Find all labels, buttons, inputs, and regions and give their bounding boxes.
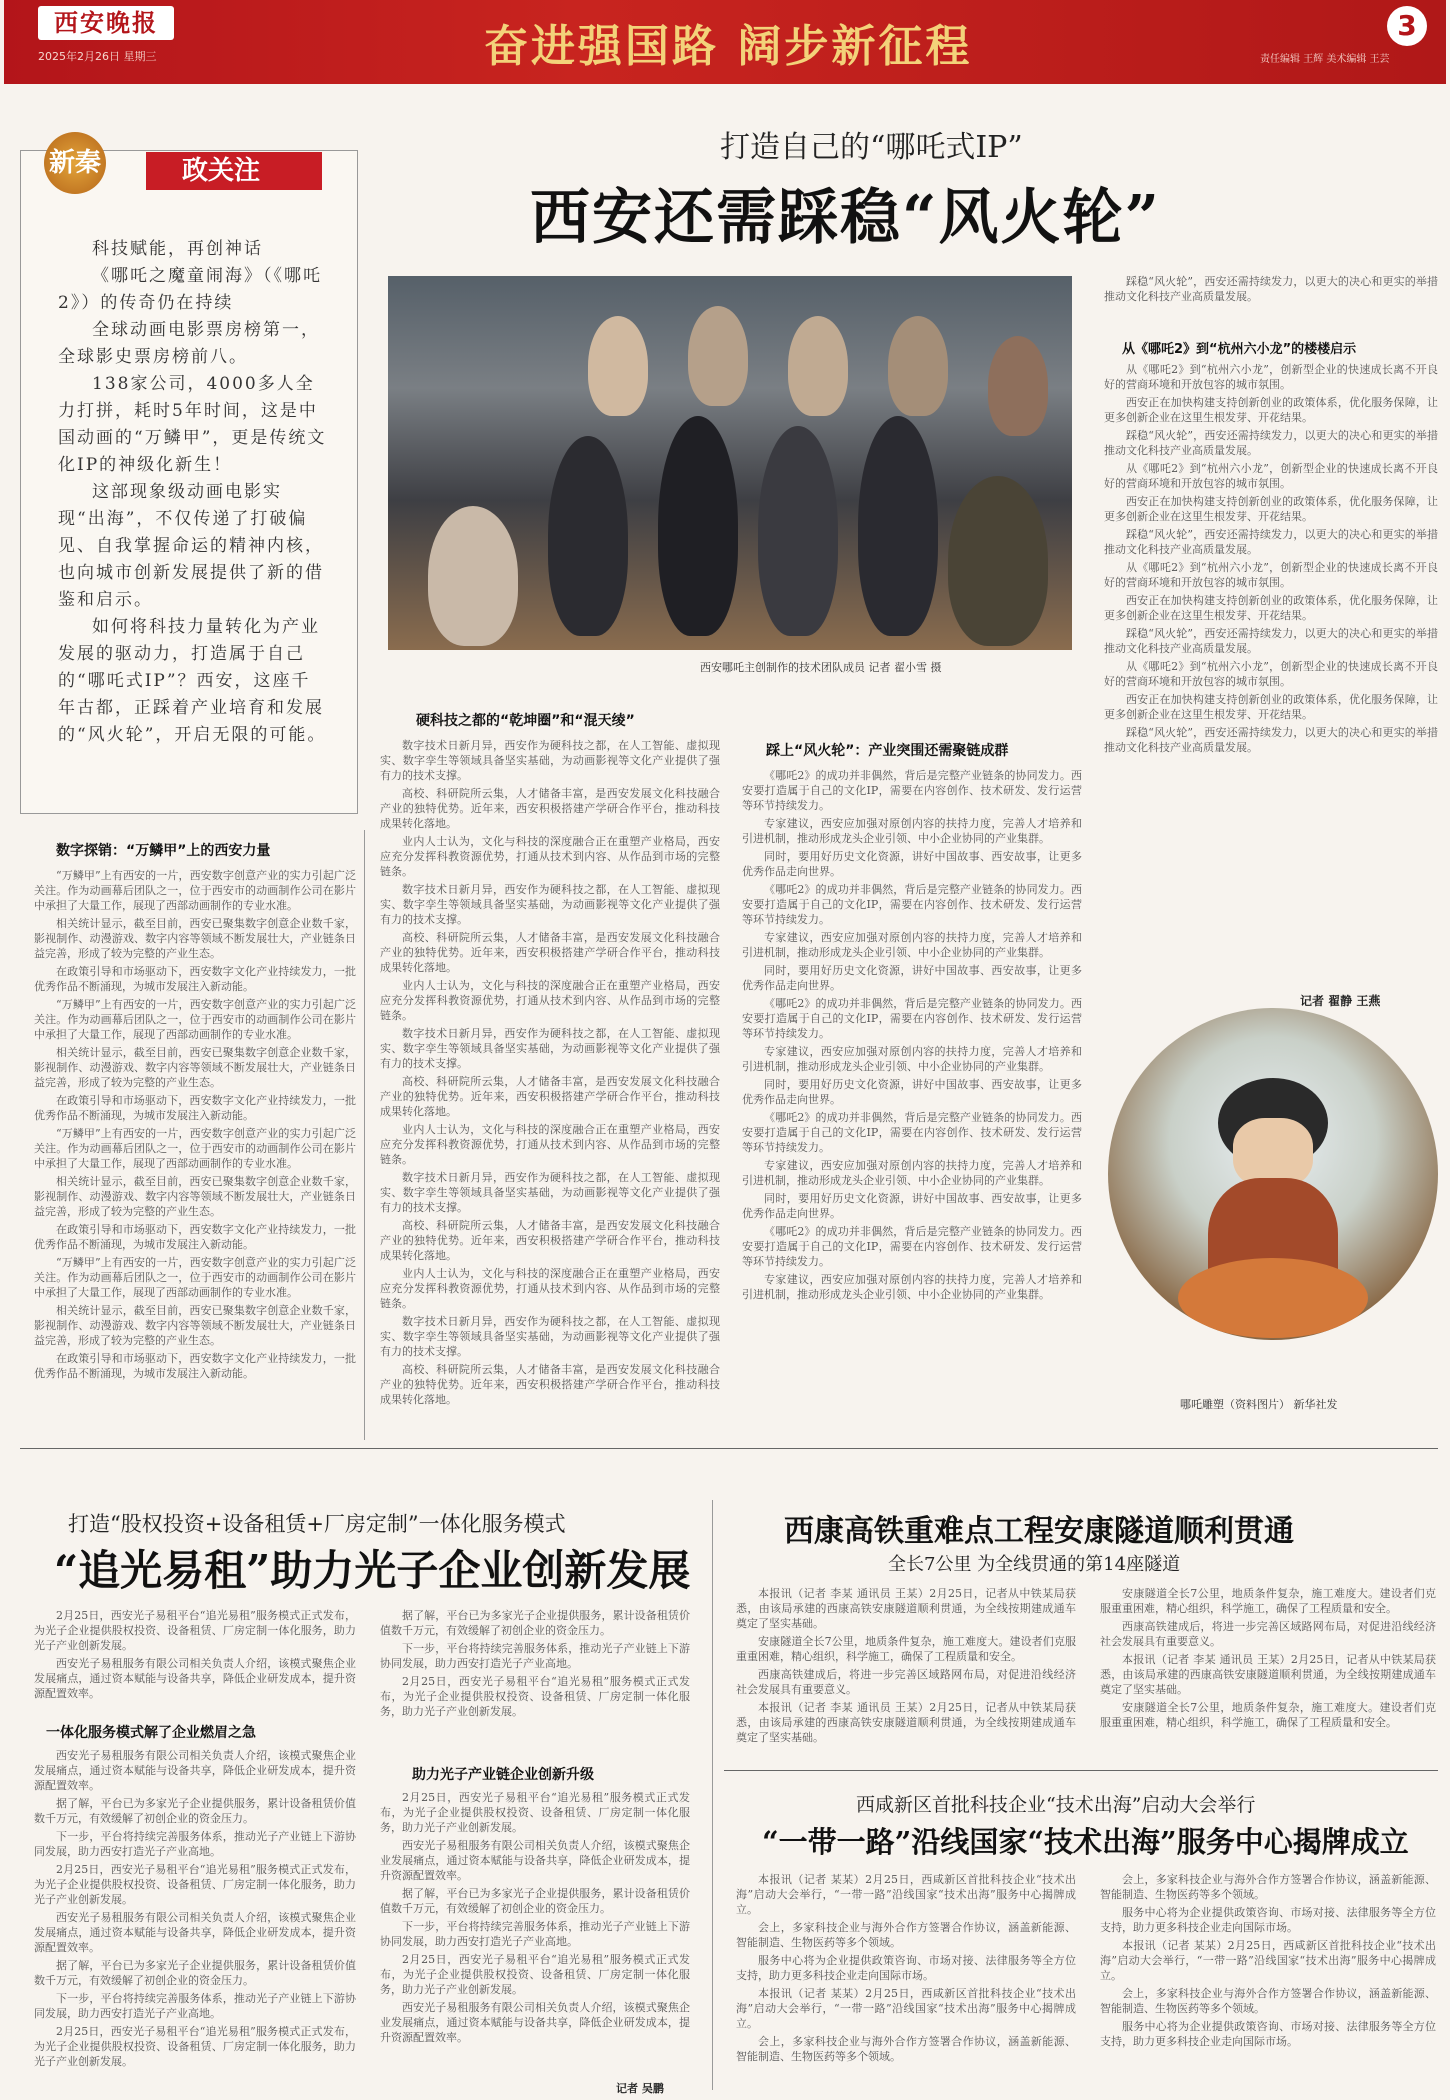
body-paragraph: 2月25日，西安光子易租平台“追光易租”服务模式正式发布，为光子企业提供股权投资、设备租赁、厂房定制一体化服务，助力光子产业创新发展。 xyxy=(34,1609,356,1652)
body-paragraph: 西安光子易租服务有限公司相关负责人介绍，该模式聚焦企业发展痛点，通过资本赋能与设备共享，降低企业研发成本，提升资源配置效率。 xyxy=(34,1657,356,1700)
masthead xyxy=(4,0,1446,84)
section-body xyxy=(34,868,356,1438)
body-paragraph: “万鳞甲”上有西安的一片，西安数字创意产业的实力引起广泛关注。作为动画幕后团队之一，位于西安市的动画制作公司在影片中承担了大量工作，展现了西部动画制作的专业水准。 xyxy=(34,1256,356,1299)
column-seal: 新秦 xyxy=(44,132,106,194)
section-body xyxy=(742,768,1082,1438)
section-divider xyxy=(724,1770,1438,1771)
section-title: 踩上“风火轮”：产业突围还需聚链成群 xyxy=(766,743,1009,759)
body-paragraph: 从《哪吒2》到“杭州六小龙”，创新型企业的快速成长离不开良好的营商环境和开放包容的城市氛围。 xyxy=(1104,561,1438,589)
body-paragraph: 会上，多家科技企业与海外合作方签署合作协议，涵盖新能源、智能制造、生物医药等多个领域。 xyxy=(1100,1987,1436,2015)
article3-subtitle: 全长7公里 为全线贯通的第14座隧道 xyxy=(888,1554,1181,1575)
body-paragraph: 2月25日，西安光子易租平台“追光易租”服务模式正式发布，为光子企业提供股权投资、设备租赁、厂房定制一体化服务，助力光子产业创新发展。 xyxy=(380,1791,690,1834)
commentary-paragraph: 如何将科技力量转化为产业发展的驱动力，打造属于自己的“哪吒式IP”？西安，这座千年古都，正踩着产业培育和发展的“风火轮”，开启无限的可能。 xyxy=(58,617,327,745)
article4-kicker: 西咸新区首批科技企业“技术出海”启动大会举行 xyxy=(856,1794,1256,1816)
body-paragraph: 据了解，平台已为多家光子企业提供服务，累计设备租赁价值数千万元，有效缓解了初创企业的资金压力。 xyxy=(380,1609,690,1637)
body-paragraph: 下一步，平台将持续完善服务体系，推动光子产业链上下游协同发展，助力西安打造光子产业高地。 xyxy=(380,1642,690,1670)
body-paragraph: 踩稳“风火轮”，西安还需持续发力，以更大的决心和更实的举措推动文化科技产业高质量发展。 xyxy=(1104,429,1438,457)
lead-kicker: 打造自己的“哪吒式IP” xyxy=(720,130,1023,165)
body-paragraph: 《哪吒2》的成功并非偶然，背后是完整产业链条的协同发力。西安要打造属于自己的文化IP，需要在内容创作、技术研发、发行运营等环节持续发力。 xyxy=(742,997,1082,1040)
body-paragraph: 高校、科研院所云集，人才储备丰富，是西安发展文化科技融合产业的独特优势。近年来，西安积极搭建产学研合作平台，推动科技成果转化落地。 xyxy=(380,1219,720,1262)
body-paragraph: 数字技术日新月异，西安作为硬科技之都，在人工智能、虚拟现实、数字孪生等领域具备坚实基础，为动画影视等文化产业提供了强有力的技术支撑。 xyxy=(380,1027,720,1070)
body-paragraph: 服务中心将为企业提供政策咨询、市场对接、法律服务等全方位支持，助力更多科技企业走向国际市场。 xyxy=(1100,1906,1436,1934)
article2-body xyxy=(380,1608,690,1758)
body-paragraph: 踩稳“风火轮”，西安还需持续发力，以更大的决心和更实的举措推动文化科技产业高质量发展。 xyxy=(1104,275,1438,303)
body-paragraph: 西康高铁建成后，将进一步完善区域路网布局，对促进沿线经济社会发展具有重要意义。 xyxy=(736,1668,1076,1696)
body-paragraph: 在政策引导和市场驱动下，西安数字文化产业持续发力，一批优秀作品不断涌现，为城市发展注入新动能。 xyxy=(34,1352,356,1380)
body-paragraph: 同时，要用好历史文化资源，讲好中国故事、西安故事，让更多优秀作品走向世界。 xyxy=(742,850,1082,878)
article3-body xyxy=(736,1586,1076,1756)
body-paragraph: 会上，多家科技企业与海外合作方签署合作协议，涵盖新能源、智能制造、生物医药等多个领域。 xyxy=(1100,1873,1436,1901)
body-paragraph: 高校、科研院所云集，人才储备丰富，是西安发展文化科技融合产业的独特优势。近年来，西安积极搭建产学研合作平台，推动科技成果转化落地。 xyxy=(380,1363,720,1406)
body-paragraph: 相关统计显示，截至目前，西安已聚集数字创意企业数千家，影视制作、动漫游戏、数字内容等领域不断发展壮大，产业链条日益完善，形成了较为完整的产业生态。 xyxy=(34,1175,356,1218)
body-paragraph: 专家建议，西安应加强对原创内容的扶持力度，完善人才培养和引进机制，推动形成龙头企业引领、中小企业协同的产业集群。 xyxy=(742,931,1082,959)
body-paragraph: 《哪吒2》的成功并非偶然，背后是完整产业链条的协同发力。西安要打造属于自己的文化IP，需要在内容创作、技术研发、发行运营等环节持续发力。 xyxy=(742,1111,1082,1154)
column-rule xyxy=(364,830,365,1440)
body-paragraph: 在政策引导和市场驱动下，西安数字文化产业持续发力，一批优秀作品不断涌现，为城市发展注入新动能。 xyxy=(34,1223,356,1251)
body-paragraph: 2月25日，西安光子易租平台“追光易租”服务模式正式发布，为光子企业提供股权投资、设备租赁、厂房定制一体化服务，助力光子产业创新发展。 xyxy=(380,1675,690,1718)
lead-headline: 西安还需踩稳“风火轮” xyxy=(530,183,1162,253)
column-tag: 政关注 xyxy=(146,152,322,190)
section-body xyxy=(1104,274,1438,332)
masthead-slogan: 奋进强国路 阔步新征程 xyxy=(484,21,973,72)
body-paragraph: 在政策引导和市场驱动下，西安数字文化产业持续发力，一批优秀作品不断涌现，为城市发展注入新动能。 xyxy=(34,965,356,993)
body-paragraph: 安康隧道全长7公里，地质条件复杂，施工难度大。建设者们克服重重困难，精心组织，科学施工，确保了工程质量和安全。 xyxy=(736,1635,1076,1663)
body-paragraph: 业内人士认为，文化与科技的深度融合正在重塑产业格局，西安应充分发挥科教资源优势，打通从技术到内容、从作品到市场的完整链条。 xyxy=(380,979,720,1022)
body-paragraph: 安康隧道全长7公里，地质条件复杂，施工难度大。建设者们克服重重困难，精心组织，科学施工，确保了工程质量和安全。 xyxy=(1100,1587,1436,1615)
article2-body xyxy=(34,1748,356,2088)
body-paragraph: 踩稳“风火轮”，西安还需持续发力，以更大的决心和更实的举措推动文化科技产业高质量发展。 xyxy=(1104,528,1438,556)
body-paragraph: 据了解，平台已为多家光子企业提供服务，累计设备租赁价值数千万元，有效缓解了初创企业的资金压力。 xyxy=(34,1797,356,1825)
photo-caption: 西安哪吒主创制作的技术团队成员 记者 翟小雪 摄 xyxy=(700,661,942,674)
body-paragraph: 会上，多家科技企业与海外合作方签署合作协议，涵盖新能源、智能制造、生物医药等多个领域。 xyxy=(736,1921,1076,1949)
body-paragraph: 西安光子易租服务有限公司相关负责人介绍，该模式聚焦企业发展痛点，通过资本赋能与设备共享，降低企业研发成本，提升资源配置效率。 xyxy=(34,1749,356,1792)
body-paragraph: 相关统计显示，截至目前，西安已聚集数字创意企业数千家，影视制作、动漫游戏、数字内容等领域不断发展壮大，产业链条日益完善，形成了较为完整的产业生态。 xyxy=(34,1304,356,1347)
body-paragraph: 《哪吒2》的成功并非偶然，背后是完整产业链条的协同发力。西安要打造属于自己的文化IP，需要在内容创作、技术研发、发行运营等环节持续发力。 xyxy=(742,769,1082,812)
section-title: 从《哪吒2》到“杭州六小龙”的楼楼启示 xyxy=(1122,342,1357,357)
photo-caption: 哪吒雕塑（资料图片） 新华社发 xyxy=(1180,1398,1338,1411)
commentary-paragraph: 这部现象级动画电影实现“出海”，不仅传递了打破偏见、自我掌握命运的精神内核，也向城市创新发展提供了新的借鉴和启示。 xyxy=(58,482,324,610)
body-paragraph: 2月25日，西安光子易租平台“追光易租”服务模式正式发布，为光子企业提供股权投资、设备租赁、厂房定制一体化服务，助力光子产业创新发展。 xyxy=(34,2025,356,2068)
body-paragraph: 本报讯（记者 李某 通讯员 王某）2月25日，记者从中铁某局获悉，由该局承建的西康高铁安康隧道顺利贯通，为全线按期建成通车奠定了坚实基础。 xyxy=(736,1587,1076,1630)
article2-headline: “追光易租”助力光子企业创新发展 xyxy=(54,1546,691,1595)
body-paragraph: 业内人士认为，文化与科技的深度融合正在重塑产业格局，西安应充分发挥科教资源优势，打通从技术到内容、从作品到市场的完整链条。 xyxy=(380,1267,720,1310)
body-paragraph: 从《哪吒2》到“杭州六小龙”，创新型企业的快速成长离不开良好的营商环境和开放包容的城市氛围。 xyxy=(1104,363,1438,391)
lead-byline: 记者 翟静 王燕 xyxy=(1300,994,1381,1008)
body-paragraph: 专家建议，西安应加强对原创内容的扶持力度，完善人才培养和引进机制，推动形成龙头企业引领、中小企业协同的产业集群。 xyxy=(742,817,1082,845)
body-paragraph: 数字技术日新月异，西安作为硬科技之都，在人工智能、虚拟现实、数字孪生等领域具备坚实基础，为动画影视等文化产业提供了强有力的技术支撑。 xyxy=(380,1171,720,1214)
article3-headline: 西康高铁重难点工程安康隧道顺利贯通 xyxy=(784,1514,1294,1549)
body-paragraph: 下一步，平台将持续完善服务体系，推动光子产业链上下游协同发展，助力西安打造光子产业高地。 xyxy=(380,1920,690,1948)
section-title: 助力光子产业链企业创新升级 xyxy=(412,1767,594,1783)
section-divider xyxy=(20,1448,1438,1449)
body-paragraph: 专家建议，西安应加强对原创内容的扶持力度，完善人才培养和引进机制，推动形成龙头企业引领、中小企业协同的产业集群。 xyxy=(742,1045,1082,1073)
commentary-paragraph: 科技赋能，再创神话 xyxy=(92,239,263,259)
body-paragraph: 安康隧道全长7公里，地质条件复杂，施工难度大。建设者们克服重重困难，精心组织，科学施工，确保了工程质量和安全。 xyxy=(1100,1701,1436,1729)
body-paragraph: 2月25日，西安光子易租平台“追光易租”服务模式正式发布，为光子企业提供股权投资、设备租赁、厂房定制一体化服务，助力光子产业创新发展。 xyxy=(380,1953,690,1996)
body-paragraph: 专家建议，西安应加强对原创内容的扶持力度，完善人才培养和引进机制，推动形成龙头企业引领、中小企业协同的产业集群。 xyxy=(742,1273,1082,1301)
body-paragraph: 本报讯（记者 某某）2月25日，西咸新区首批科技企业“技术出海”启动大会举行，“一带一路”沿线国家“技术出海”服务中心揭牌成立。 xyxy=(736,1873,1076,1916)
body-paragraph: 相关统计显示，截至目前，西安已聚集数字创意企业数千家，影视制作、动漫游戏、数字内容等领域不断发展壮大，产业链条日益完善，形成了较为完整的产业生态。 xyxy=(34,917,356,960)
body-paragraph: 踩稳“风火轮”，西安还需持续发力，以更大的决心和更实的举措推动文化科技产业高质量发展。 xyxy=(1104,627,1438,655)
body-paragraph: 从《哪吒2》到“杭州六小龙”，创新型企业的快速成长离不开良好的营商环境和开放包容的城市氛围。 xyxy=(1104,660,1438,688)
body-paragraph: 从《哪吒2》到“杭州六小龙”，创新型企业的快速成长离不开良好的营商环境和开放包容的城市氛围。 xyxy=(1104,462,1438,490)
body-paragraph: 同时，要用好历史文化资源，讲好中国故事、西安故事，让更多优秀作品走向世界。 xyxy=(742,1078,1082,1106)
body-paragraph: 服务中心将为企业提供政策咨询、市场对接、法律服务等全方位支持，助力更多科技企业走向国际市场。 xyxy=(736,1954,1076,1982)
body-paragraph: 在政策引导和市场驱动下，西安数字文化产业持续发力，一批优秀作品不断涌现，为城市发展注入新动能。 xyxy=(34,1094,356,1122)
commentary-text xyxy=(58,236,328,749)
body-paragraph: 下一步，平台将持续完善服务体系，推动光子产业链上下游协同发展，助力西安打造光子产业高地。 xyxy=(34,1830,356,1858)
body-paragraph: 西安正在加快构建支持创新创业的政策体系，优化服务保障，让更多创新企业在这里生根发芽、开花结果。 xyxy=(1104,495,1438,523)
body-paragraph: 会上，多家科技企业与海外合作方签署合作协议，涵盖新能源、智能制造、生物医药等多个领域。 xyxy=(736,2035,1076,2063)
body-paragraph: 西安正在加快构建支持创新创业的政策体系，优化服务保障，让更多创新企业在这里生根发芽、开花结果。 xyxy=(1104,396,1438,424)
body-paragraph: 踩稳“风火轮”，西安还需持续发力，以更大的决心和更实的举措推动文化科技产业高质量发展。 xyxy=(1104,726,1438,754)
body-paragraph: 本报讯（记者 某某）2月25日，西咸新区首批科技企业“技术出海”启动大会举行，“一带一路”沿线国家“技术出海”服务中心揭牌成立。 xyxy=(736,1987,1076,2030)
body-paragraph: 数字技术日新月异，西安作为硬科技之都，在人工智能、虚拟现实、数字孪生等领域具备坚实基础，为动画影视等文化产业提供了强有力的技术支撑。 xyxy=(380,883,720,926)
body-paragraph: 据了解，平台已为多家光子企业提供服务，累计设备租赁价值数千万元，有效缓解了初创企业的资金压力。 xyxy=(34,1959,356,1987)
body-paragraph: 西安光子易租服务有限公司相关负责人介绍，该模式聚焦企业发展痛点，通过资本赋能与设备共享，降低企业研发成本，提升资源配置效率。 xyxy=(34,1911,356,1954)
body-paragraph: 下一步，平台将持续完善服务体系，推动光子产业链上下游协同发展，助力西安打造光子产业高地。 xyxy=(34,1992,356,2020)
article2-kicker: 打造“股权投资+设备租赁+厂房定制”一体化服务模式 xyxy=(68,1512,566,1536)
body-paragraph: 专家建议，西安应加强对原创内容的扶持力度，完善人才培养和引进机制，推动形成龙头企业引领、中小企业协同的产业集群。 xyxy=(742,1159,1082,1187)
paper-logo: 西安晚报 xyxy=(38,6,174,40)
commentary-paragraph: 全球动画电影票房榜第一，全球影史票房榜前八。 xyxy=(58,320,320,367)
article2-body xyxy=(380,1790,690,2080)
nezha-statue-photo xyxy=(1108,1008,1438,1340)
body-paragraph: “万鳞甲”上有西安的一片，西安数字创意产业的实力引起广泛关注。作为动画幕后团队之一，位于西安市的动画制作公司在影片中承担了大量工作，展现了西部动画制作的专业水准。 xyxy=(34,998,356,1041)
body-paragraph: 高校、科研院所云集，人才储备丰富，是西安发展文化科技融合产业的独特优势。近年来，西安积极搭建产学研合作平台，推动科技成果转化落地。 xyxy=(380,787,720,830)
body-paragraph: 数字技术日新月异，西安作为硬科技之都，在人工智能、虚拟现实、数字孪生等领域具备坚实基础，为动画影视等文化产业提供了强有力的技术支撑。 xyxy=(380,739,720,782)
article4-body xyxy=(736,1872,1076,2090)
article2-byline: 记者 吴鹏 xyxy=(616,2082,664,2095)
body-paragraph: 《哪吒2》的成功并非偶然，背后是完整产业链条的协同发力。西安要打造属于自己的文化IP，需要在内容创作、技术研发、发行运营等环节持续发力。 xyxy=(742,883,1082,926)
body-paragraph: 西康高铁建成后，将进一步完善区域路网布局，对促进沿线经济社会发展具有重要意义。 xyxy=(1100,1620,1436,1648)
section-title: 硬科技之都的“乾坤圈”和“混天绫” xyxy=(416,713,635,729)
commentary-paragraph: 138家公司，4000多人全力打拼，耗时5年时间，这是中国动画的“万鳞甲”，更是传统文化IP的神级化新生！ xyxy=(58,374,327,475)
body-paragraph: 数字技术日新月异，西安作为硬科技之都，在人工智能、虚拟现实、数字孪生等领域具备坚实基础，为动画影视等文化产业提供了强有力的技术支撑。 xyxy=(380,1315,720,1358)
section-title: 数字探销：“万鳞甲”上的西安力量 xyxy=(56,843,271,859)
body-paragraph: 西安正在加快构建支持创新创业的政策体系，优化服务保障，让更多创新企业在这里生根发芽、开花结果。 xyxy=(1104,693,1438,721)
section-body xyxy=(1104,362,1438,990)
date-line: 2025年2月26日 星期三 xyxy=(38,50,157,63)
section-body xyxy=(380,738,720,1438)
body-paragraph: “万鳞甲”上有西安的一片，西安数字创意产业的实力引起广泛关注。作为动画幕后团队之一，位于西安市的动画制作公司在影片中承担了大量工作，展现了西部动画制作的专业水准。 xyxy=(34,869,356,912)
body-paragraph: 相关统计显示，截至目前，西安已聚集数字创意企业数千家，影视制作、动漫游戏、数字内容等领域不断发展壮大，产业链条日益完善，形成了较为完整的产业生态。 xyxy=(34,1046,356,1089)
body-paragraph: 西安光子易租服务有限公司相关负责人介绍，该模式聚焦企业发展痛点，通过资本赋能与设备共享，降低企业研发成本，提升资源配置效率。 xyxy=(380,2001,690,2044)
body-paragraph: 西安正在加快构建支持创新创业的政策体系，优化服务保障，让更多创新企业在这里生根发芽、开花结果。 xyxy=(1104,594,1438,622)
body-paragraph: 西安光子易租服务有限公司相关负责人介绍，该模式聚焦企业发展痛点，通过资本赋能与设备共享，降低企业研发成本，提升资源配置效率。 xyxy=(380,1839,690,1882)
body-paragraph: 同时，要用好历史文化资源，讲好中国故事、西安故事，让更多优秀作品走向世界。 xyxy=(742,964,1082,992)
body-paragraph: 本报讯（记者 李某 通讯员 王某）2月25日，记者从中铁某局获悉，由该局承建的西康高铁安康隧道顺利贯通，为全线按期建成通车奠定了坚实基础。 xyxy=(736,1701,1076,1744)
article4-headline: “一带一路”沿线国家“技术出海”服务中心揭牌成立 xyxy=(762,1825,1409,1859)
body-paragraph: 高校、科研院所云集，人才储备丰富，是西安发展文化科技融合产业的独特优势。近年来，西安积极搭建产学研合作平台，推动科技成果转化落地。 xyxy=(380,931,720,974)
body-paragraph: 服务中心将为企业提供政策咨询、市场对接、法律服务等全方位支持，助力更多科技企业走向国际市场。 xyxy=(1100,2020,1436,2048)
body-paragraph: 高校、科研院所云集，人才储备丰富，是西安发展文化科技融合产业的独特优势。近年来，西安积极搭建产学研合作平台，推动科技成果转化落地。 xyxy=(380,1075,720,1118)
editor-info: 责任编辑 王辉 美术编辑 王芸 xyxy=(1260,54,1390,65)
page-number: 3 xyxy=(1387,6,1427,46)
body-paragraph: 本报讯（记者 某某）2月25日，西咸新区首批科技企业“技术出海”启动大会举行，“一带一路”沿线国家“技术出海”服务中心揭牌成立。 xyxy=(1100,1939,1436,1982)
column-rule xyxy=(712,1500,713,2090)
body-paragraph: 业内人士认为，文化与科技的深度融合正在重塑产业格局，西安应充分发挥科教资源优势，打通从技术到内容、从作品到市场的完整链条。 xyxy=(380,1123,720,1166)
body-paragraph: 2月25日，西安光子易租平台“追光易租”服务模式正式发布，为光子企业提供股权投资、设备租赁、厂房定制一体化服务，助力光子产业创新发展。 xyxy=(34,1863,356,1906)
body-paragraph: “万鳞甲”上有西安的一片，西安数字创意产业的实力引起广泛关注。作为动画幕后团队之一，位于西安市的动画制作公司在影片中承担了大量工作，展现了西部动画制作的专业水准。 xyxy=(34,1127,356,1170)
article2-body xyxy=(34,1608,356,1716)
body-paragraph: 业内人士认为，文化与科技的深度融合正在重塑产业格局，西安应充分发挥科教资源优势，打通从技术到内容、从作品到市场的完整链条。 xyxy=(380,835,720,878)
body-paragraph: 《哪吒2》的成功并非偶然，背后是完整产业链条的协同发力。西安要打造属于自己的文化IP，需要在内容创作、技术研发、发行运营等环节持续发力。 xyxy=(742,1225,1082,1268)
article4-body xyxy=(1100,1872,1436,2090)
team-photo xyxy=(388,276,1072,650)
body-paragraph: 本报讯（记者 李某 通讯员 王某）2月25日，记者从中铁某局获悉，由该局承建的西康高铁安康隧道顺利贯通，为全线按期建成通车奠定了坚实基础。 xyxy=(1100,1653,1436,1696)
article3-body xyxy=(1100,1586,1436,1756)
commentary-paragraph: 《哪吒之魔童闹海》（《哪吒2》）的传奇仍在持续 xyxy=(58,266,322,313)
body-paragraph: 同时，要用好历史文化资源，讲好中国故事、西安故事，让更多优秀作品走向世界。 xyxy=(742,1192,1082,1220)
body-paragraph: 据了解，平台已为多家光子企业提供服务，累计设备租赁价值数千万元，有效缓解了初创企业的资金压力。 xyxy=(380,1887,690,1915)
section-title: 一体化服务模式解了企业燃眉之急 xyxy=(46,1725,256,1741)
